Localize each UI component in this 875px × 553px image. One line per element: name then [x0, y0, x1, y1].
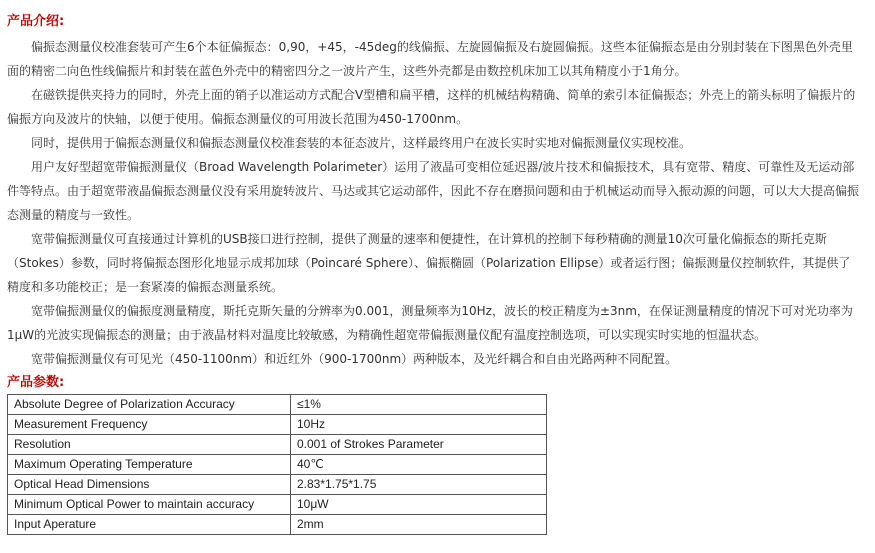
- param-name: Input Aperature: [8, 515, 291, 535]
- table-row: [8, 415, 547, 435]
- param-value: 10μW: [291, 495, 547, 515]
- param-value: 2.83*1.75*1.75: [291, 475, 547, 495]
- table-row: [8, 395, 547, 415]
- param-value: 40℃: [291, 455, 547, 475]
- param-name: Minimum Optical Power to maintain accuracy: [8, 495, 291, 515]
- params-title: 产品参数:: [7, 375, 65, 390]
- intro-paragraph: 偏振态测量仪校准套装可产生6个本征偏振态：0,90，+45，-45deg的线偏振、左旋圆偏振及右旋圆偏振。这些本征偏振态是由分别封装在下图黑色外壳里面的精密二向色性线偏振片和封装在蓝色外壳中的精密四分之一波片产生，这些外壳都是由数控机床加工以其角精度小于1角分。: [7, 40, 853, 78]
- table-row: [8, 435, 547, 455]
- param-name: Absolute Degree of Polarization Accuracy: [8, 395, 291, 415]
- param-name: Measurement Frequency: [8, 415, 291, 435]
- intro-paragraph: 用户友好型超宽带偏振测量仪（Broad Wavelength Polarimeter）运用了液晶可变相位延迟器/波片技术和偏振技术，具有宽带、精度、可靠性及无运动部件等特点。由于超宽带液晶偏振态测量仪没有采用旋转波片、马达或其它运动部件，因此不存在磨损问题和由于机械运动而导入振动源的问题，可以大大提高偏振态测量的精度与一致性。: [7, 160, 860, 222]
- param-name: Optical Head Dimensions: [8, 475, 291, 495]
- table-row: [8, 455, 547, 475]
- table-row: [8, 515, 547, 535]
- product-page: [7, 13, 862, 535]
- intro-paragraph: 在磁铁提供夹持力的同时，外壳上面的销子以准运动方式配合V型槽和扁平槽，这样的机械结构精确、简单的索引本征偏振态；外壳上的箭头标明了偏振片的偏振方向及波片的快轴，以便于使用。偏振态测量仪的可用波长范围为450-1700nm。: [7, 88, 856, 126]
- param-value: 10Hz: [291, 415, 547, 435]
- intro-body: [7, 35, 862, 371]
- intro-paragraph: 宽带偏振测量仪的偏振度测量精度，斯托克斯矢量的分辨率为0.001，测量频率为10Hz，波长的校正精度为±3nm，在保证测量精度的情况下可对光功率为1μW的光波实现偏振态的测量；由于液晶材料对温度比较敏感，为精确性超宽带偏振测量仪配有温度控制选项，可以实现实时实地的恒温状态。: [7, 304, 853, 342]
- intro-paragraph: 宽带偏振测量仪可直接通过计算机的USB接口进行控制，提供了测量的速率和便捷性，在计算机的控制下每秒精确的测量10次可量化偏振态的斯托克斯（Stokes）参数，同时将偏振态图形化地显示成邦加球（Poincaré Sphere）、偏振椭圆（Polarization Ellipse）或者运行图；偏振测量仪控制软件，其提供了精度和多功能校正；是一套紧凑的偏振态测量系统。: [7, 232, 851, 294]
- intro-title: 产品介绍:: [7, 14, 65, 29]
- table-row: [8, 495, 547, 515]
- params-table: [7, 394, 547, 535]
- table-row: [8, 475, 547, 495]
- param-name: Maximum Operating Temperature: [8, 455, 291, 475]
- param-value: 2mm: [291, 515, 547, 535]
- intro-paragraph: 宽带偏振测量仪有可见光（450-1100nm）和近红外（900-1700nm）两种版本，及光纤耦合和自由光路两种不同配置。: [31, 352, 678, 366]
- param-value: ≤1%: [291, 395, 547, 415]
- param-name: Resolution: [8, 435, 291, 455]
- intro-paragraph: 同时，提供用于偏振态测量仪和偏振态测量仪校准套装的本征态波片，这样最终用户在波长实时实地对偏振测量仪实现校准。: [31, 136, 692, 150]
- param-value: 0.001 of Strokes Parameter: [291, 435, 547, 455]
